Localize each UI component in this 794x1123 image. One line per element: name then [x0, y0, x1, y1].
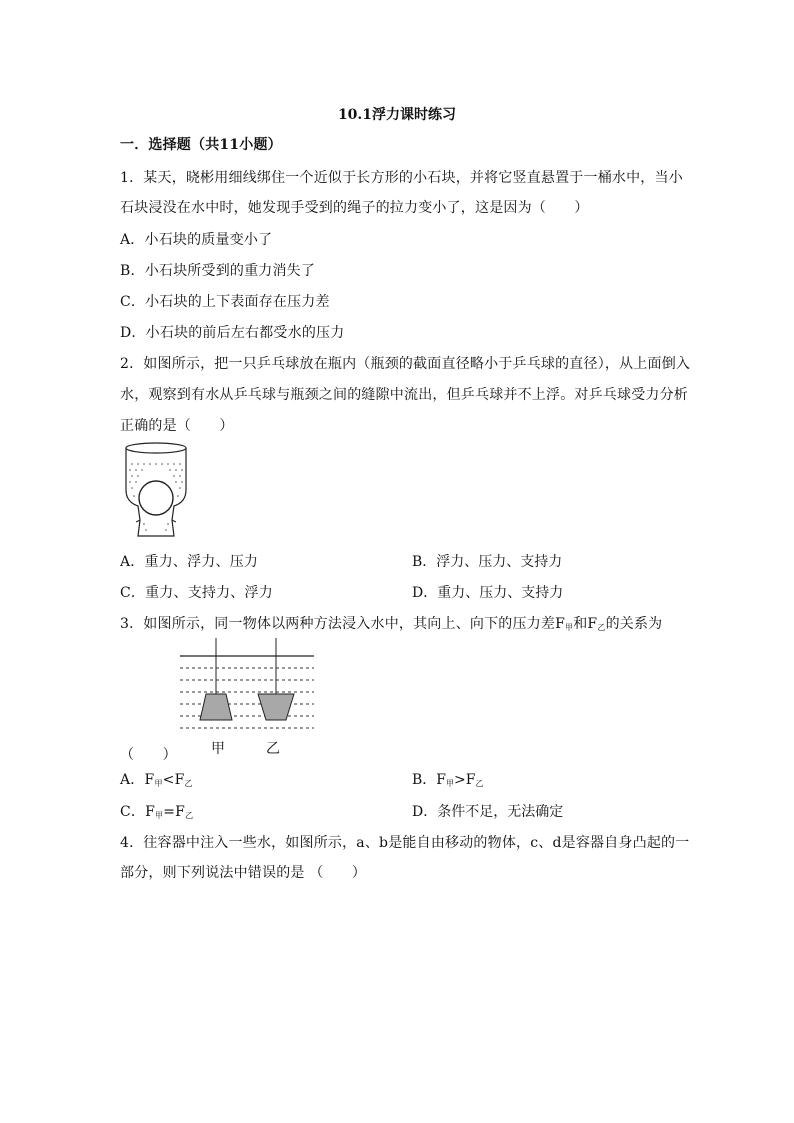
q3-option-b: B．$F_甲>F_乙$ [412, 772, 484, 788]
q3-stem-line1: 3．如图所示，同一物体以两种方法浸入水中，其向上、向下的压力差$F_甲$和$F_乙$的关系为 [120, 616, 663, 632]
q4-stem-line1: 4．往容器中注入一些水，如图所示，a、b是能自由移动的物体，c、d是容器自身凸起的一 [120, 835, 690, 851]
q1-stem-line2: 石块浸没在水中时，她发现手受到的绳子的拉力变小了，这是因为（ ） [120, 200, 589, 216]
bottle-pingpong-figure [118, 440, 194, 542]
q3-option-a: A．$F_甲<F_乙$ [120, 772, 193, 788]
q3-option-c: C．$F_甲=F_乙$ [120, 804, 194, 820]
q4-stem-line2: 部分，则下列说法中错误的是 （ ） [120, 865, 367, 881]
q2-option-a: A．重力、浮力、压力 [120, 554, 259, 570]
fig-label-yi: 乙 [266, 741, 281, 757]
immersion-figure [176, 638, 318, 736]
q3-paren: （ ） [120, 747, 177, 763]
q1-option-d: D．小石块的前后左右都受水的压力 [120, 325, 345, 341]
q1-stem-line1: 1．某天，晓彬用细线绑住一个近似于长方形的小石块，并将它竖直悬置于一桶水中，当小 [120, 170, 683, 186]
q1-option-c: C．小石块的上下表面存在压力差 [120, 294, 330, 310]
q1-option-a: A．小石块的质量变小了 [120, 232, 273, 248]
q2-option-c: C．重力、支持力、浮力 [120, 585, 273, 601]
q3-option-d: D．条件不足，无法确定 [412, 804, 564, 820]
q2-stem-line2: 水，观察到有水从乒乓球与瓶颈之间的缝隙中流出，但乒乓球并不上浮。对乒乓球受力分析 [120, 387, 688, 403]
q2-stem-line3: 正确的是（ ） [120, 418, 234, 434]
q2-option-b: B．浮力、压力、支持力 [412, 554, 563, 570]
q2-stem-line1: 2．如图所示，把一只乒乓球放在瓶内（瓶颈的截面直径略小于乒乓球的直径），从上面倒入 [120, 356, 691, 372]
page-title: 10.1浮力课时练习 [337, 107, 457, 123]
fig-label-jia: 甲 [211, 741, 226, 757]
q2-option-d: D．重力、压力、支持力 [412, 585, 564, 601]
q1-option-b: B．小石块所受到的重力消失了 [120, 263, 316, 279]
section-heading: 一．选择题（共11小题） [120, 137, 282, 153]
